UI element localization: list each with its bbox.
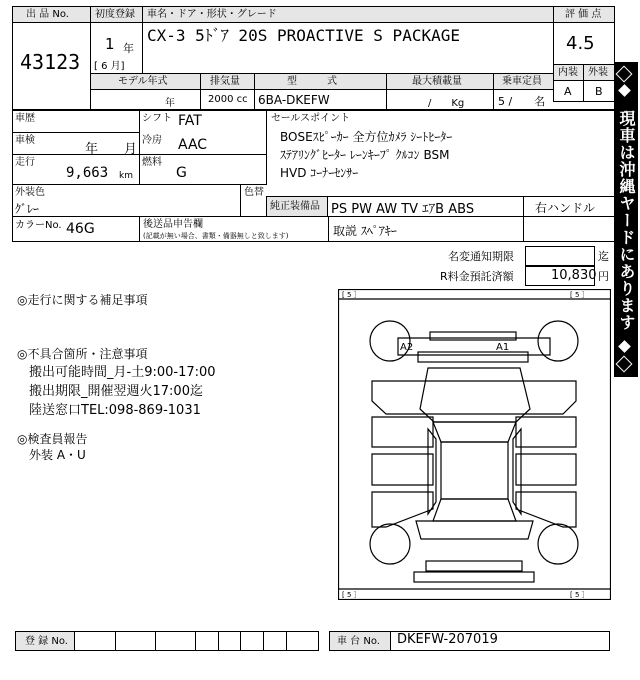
displacement-value: 2000 cc xyxy=(208,94,248,105)
sales-point-line: HVD ｺｰﾅｰｾﾝｻｰ xyxy=(280,166,359,180)
divider xyxy=(12,132,139,133)
lot-no: 43123 xyxy=(20,50,81,74)
car-damage-diagram xyxy=(338,289,611,600)
equipment-label: 純正装備品 xyxy=(270,201,320,212)
side-banner-text: 現車は沖縄ヤードにあります xyxy=(617,110,636,331)
capacity-label: 乗車定員 xyxy=(502,76,542,87)
diagram-corner-tl: [ 5 ］ xyxy=(342,291,361,299)
diagram-corner-br: [ 5 ］ xyxy=(570,591,589,599)
shift-label: シフト xyxy=(142,113,172,124)
mileage-value: 9,663 xyxy=(66,165,109,181)
divider xyxy=(139,216,140,242)
max-load-value: / Kg xyxy=(428,98,465,109)
defect-line: 搬出可能時間_月-土9:00-17:00 xyxy=(29,365,216,380)
divider xyxy=(155,631,156,651)
handle-value: 右ハンドル xyxy=(535,201,596,215)
divider xyxy=(493,73,494,110)
divider xyxy=(263,631,264,651)
post-report-note: (記載が無い場合、書類・備器無しと致します) xyxy=(143,232,289,240)
reg-no-label: 登 録 No. xyxy=(25,636,68,647)
type-label: 型 式 xyxy=(287,76,337,87)
color-no-label: カラーNo. xyxy=(15,220,62,231)
divider xyxy=(195,631,196,651)
sales-point-line: ｽﾃｱﾘﾝｸﾞﾋｰﾀｰ ﾚｰﾝｷｰﾌﾟ ｸﾙｺﾝ BSM xyxy=(280,148,450,162)
chassis-label: 車 台 No. xyxy=(337,636,380,647)
divider xyxy=(139,110,140,185)
name-change-label: 名変通知期限 xyxy=(448,250,514,263)
inspector-line: 外装 A・U xyxy=(29,448,86,462)
defect-line: 陸送窓口TEL:098-869-1031 xyxy=(29,403,201,418)
car-name: CX-3 5ﾄﾞｱ 20S PROACTIVE S PACKAGE xyxy=(147,26,460,45)
name-change-unit: 迄 xyxy=(598,250,609,263)
fuel-value: G xyxy=(176,165,187,181)
chassis-no: DKEFW-207019 xyxy=(397,632,498,647)
mileage-unit: km xyxy=(119,171,133,181)
divider xyxy=(286,631,287,651)
recycle-label: R料金預託済額 xyxy=(440,270,514,283)
score-label: 評 価 点 xyxy=(565,9,602,20)
exterior-color-value: ｸﾞﾚｰ xyxy=(15,202,40,216)
displacement-label: 排気量 xyxy=(210,76,240,87)
name-change-box xyxy=(525,246,595,266)
first-reg-label: 初度登録 xyxy=(95,9,135,20)
capacity-value: 5 / 名 xyxy=(498,95,546,108)
equipment-value: PS PW AW TV ｴｱB ABS xyxy=(331,202,475,217)
divider xyxy=(240,184,241,216)
exterior-grade: B xyxy=(595,85,603,98)
post-report-label: 後送品申告欄 xyxy=(143,219,203,230)
first-reg-year: 1 xyxy=(105,35,115,53)
divider xyxy=(200,73,201,110)
car-name-label: 車名・ドア・形状・グレード xyxy=(147,9,277,20)
first-reg-month: [ 6 月] xyxy=(94,61,125,72)
diagram-corner-tr: [ 5 ］ xyxy=(570,291,589,299)
fuel-label: 燃料 xyxy=(142,157,162,168)
lot-no-label: 出 品 No. xyxy=(26,9,69,20)
interior-label: 内装 xyxy=(558,67,578,78)
inspection-value: 年 月 xyxy=(85,142,138,157)
shift-value: FAT xyxy=(178,113,202,129)
model-year-unit: 年 xyxy=(165,98,175,109)
divider xyxy=(254,73,255,110)
score-value: 4.5 xyxy=(566,33,595,54)
exterior-label: 外装 xyxy=(588,67,608,78)
diagram-corner-bl: [ 5 ］ xyxy=(342,591,361,599)
defects-label: ◎不具合箇所・注意事項 xyxy=(17,347,148,361)
history-label: 車歴 xyxy=(15,113,35,124)
first-reg-year-unit: 年 xyxy=(123,42,134,55)
color-no-value: 46G xyxy=(66,221,95,237)
sales-points-label: セールスポイント xyxy=(271,113,351,124)
model-year-label: モデル年式 xyxy=(118,76,168,87)
divider xyxy=(266,110,267,185)
recycle-amount: 10,830 xyxy=(551,268,597,283)
manual-keys-value: 取説 ｽﾍﾟｱｷｰ xyxy=(333,224,397,238)
divider xyxy=(386,73,387,110)
defect-line: 搬出期限_開催翌週火17:00迄 xyxy=(29,384,203,399)
aircon-label: 冷房 xyxy=(142,135,162,146)
divider xyxy=(328,216,329,242)
exterior-color-label: 外装色 xyxy=(15,187,45,198)
type-value: 6BA-DKEFW xyxy=(258,93,330,107)
divider xyxy=(240,631,241,651)
divider xyxy=(115,631,116,651)
diagram-mark-a1: A1 xyxy=(496,342,510,353)
driving-notes-label: ◎走行に関する補足事項 xyxy=(17,293,148,307)
inspector-label: ◎検査員報告 xyxy=(17,432,88,446)
aircon-value: AAC xyxy=(178,137,208,153)
color-change-label: 色替 xyxy=(244,187,264,198)
sales-point-line: BOSEｽﾋﾟｰｶｰ 全方位ｶﾒﾗ ｼｰﾄﾋｰﾀｰ xyxy=(280,130,453,144)
inspection-label: 車検 xyxy=(15,135,35,146)
diagram-mark-a2: A2 xyxy=(400,342,414,353)
divider xyxy=(218,631,219,651)
interior-grade: A xyxy=(564,85,572,98)
max-load-label: 最大積載量 xyxy=(412,76,462,87)
divider xyxy=(523,196,524,242)
mileage-label: 走行 xyxy=(15,157,35,168)
recycle-unit: 円 xyxy=(598,270,609,283)
